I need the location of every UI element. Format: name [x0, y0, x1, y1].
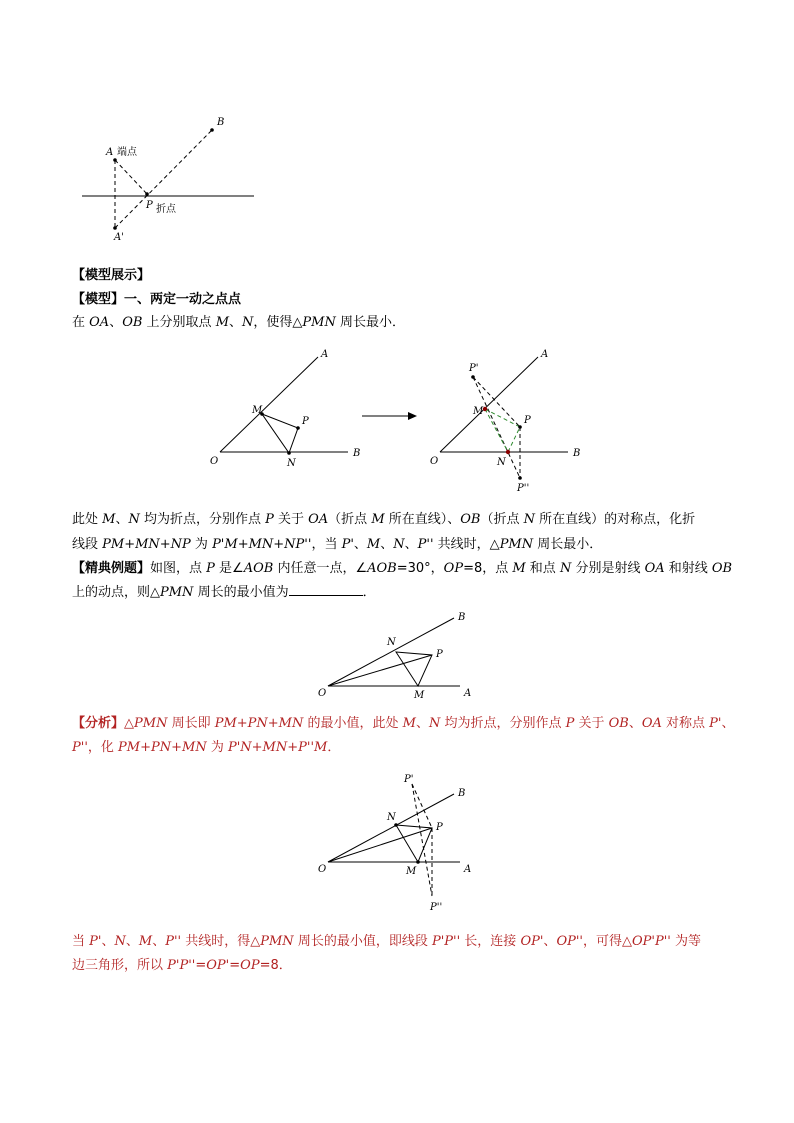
text-seg: 、	[152, 934, 166, 949]
label-m: M	[252, 405, 263, 416]
text-seg: ．	[327, 740, 341, 755]
text-seg: =	[229, 958, 241, 973]
text-seg: 所在直线）、	[384, 512, 461, 527]
point-p1	[471, 375, 475, 379]
analysis-tag: 【分析】	[72, 716, 125, 731]
green-path	[485, 409, 520, 452]
dashed-p1-p2	[412, 784, 432, 896]
point-n	[394, 823, 398, 827]
math-seg: PM+PN+MN	[214, 716, 304, 731]
figure-model-after	[425, 345, 590, 495]
figure-example	[316, 608, 476, 703]
math-seg: M	[371, 512, 385, 527]
text-seg: 是∠	[214, 561, 244, 576]
text-seg: ．	[362, 585, 376, 600]
math-seg: P'M+MN+NP''	[212, 537, 312, 552]
text-seg: 关于	[574, 716, 609, 731]
label-p: P	[302, 416, 309, 427]
text-seg: =	[195, 958, 207, 973]
label-o: O	[430, 456, 439, 467]
point-p	[518, 425, 522, 429]
model-heading	[72, 290, 732, 310]
text-seg: 为	[190, 537, 213, 552]
label-p: P	[524, 415, 531, 426]
ray-oa	[440, 357, 538, 452]
math-seg: OP	[443, 561, 464, 576]
text-seg: （折点	[328, 512, 372, 527]
label-b: B	[573, 448, 581, 459]
math-seg: PMN	[302, 315, 336, 330]
text-seg: 分别是射线	[571, 561, 645, 576]
label-b: B	[458, 788, 466, 799]
label-n: N	[387, 637, 396, 648]
math-seg: PMN	[260, 934, 294, 949]
point-n	[287, 451, 291, 455]
text-seg: 的最小值，此处	[303, 716, 403, 731]
label-a: A	[321, 349, 329, 360]
arrow-icon	[360, 408, 420, 424]
text-seg: 内任意一点，∠	[273, 561, 368, 576]
text-seg: 、	[115, 512, 129, 527]
math-seg: M	[512, 561, 526, 576]
conclusion-line-2	[72, 956, 732, 976]
text-seg: 周长最小．	[533, 537, 603, 552]
label-m: M	[406, 866, 417, 877]
text-seg: 均为折点，分别作点	[440, 716, 566, 731]
math-seg: OP''	[556, 934, 583, 949]
model-tag: 【模型】	[72, 292, 125, 307]
text-seg: 在	[72, 315, 90, 330]
math-seg: OB	[460, 512, 481, 527]
math-seg: OA	[308, 512, 329, 527]
text-seg: ，当	[311, 537, 342, 552]
text-seg: 为等	[670, 934, 702, 949]
math-seg: N	[393, 537, 405, 552]
text-seg: 、	[353, 537, 367, 552]
text-seg: 、	[404, 537, 418, 552]
text-seg: 、	[109, 315, 123, 330]
math-seg: M	[366, 537, 381, 552]
example-tag: 【精典例题】	[72, 561, 151, 576]
text-seg: 关于	[273, 512, 309, 527]
label-b: B	[353, 448, 361, 459]
text-seg: 上分别取点	[142, 315, 216, 330]
math-seg: OP'P''	[632, 934, 671, 949]
triangle-pmn	[262, 414, 298, 453]
text-seg: 周长的最小值，即线段	[293, 934, 432, 949]
text-seg: 上的动点，则△	[72, 585, 160, 600]
math-seg: P''	[165, 934, 182, 949]
text-seg: 共线时，△	[433, 537, 500, 552]
label-n: N	[387, 812, 396, 823]
label-b: B	[217, 117, 225, 128]
label-m: M	[473, 406, 484, 417]
text-seg: =8，点	[463, 561, 513, 576]
label-p2: P''	[430, 902, 443, 913]
example-line-1	[72, 559, 732, 579]
conclusion-line-1	[72, 932, 732, 952]
text-seg: ，可得△	[583, 934, 632, 949]
text-seg: 线段	[72, 537, 103, 552]
text-seg: 、	[628, 716, 642, 731]
math-seg: OP'	[206, 958, 230, 973]
math-seg: P'P''	[431, 934, 461, 949]
math-seg: P''	[417, 537, 434, 552]
text-seg: 和点	[525, 561, 560, 576]
text-seg: （折点	[480, 512, 524, 527]
label-o: O	[210, 456, 219, 467]
math-seg: P	[265, 512, 274, 527]
point-a	[113, 158, 117, 162]
math-seg: PMN	[499, 537, 534, 552]
math-seg: N	[523, 512, 535, 527]
text-seg: 周长即	[167, 716, 215, 731]
text-seg: 对称点	[661, 716, 710, 731]
math-seg: OP	[240, 958, 260, 973]
label-n: N	[287, 458, 296, 469]
math-seg: OA	[641, 716, 662, 731]
segment-op	[328, 828, 432, 862]
math-seg: P'P''	[167, 958, 196, 973]
text-seg: 、	[380, 537, 394, 552]
math-seg: PM+PN+MN	[118, 740, 207, 755]
math-seg: M	[138, 934, 153, 949]
text-seg: =8．	[259, 958, 292, 973]
analysis-line-1	[72, 714, 735, 734]
label-a: A	[541, 349, 549, 360]
text-seg: 共线时，得△	[181, 934, 261, 949]
math-seg: OA	[644, 561, 665, 576]
math-seg: OB	[711, 561, 733, 576]
point-p2	[518, 476, 522, 480]
label-a: A	[464, 688, 472, 699]
text-seg: 当	[72, 934, 90, 949]
math-seg: P	[565, 716, 575, 731]
label-p2: P''	[517, 483, 530, 494]
label-b: B	[458, 612, 466, 623]
example-line-2	[72, 583, 732, 603]
math-seg: N	[114, 934, 126, 949]
math-seg: N	[242, 315, 254, 330]
label-n: N	[497, 457, 506, 468]
math-seg: P	[206, 561, 215, 576]
text-seg: ，化	[87, 740, 119, 755]
text-seg: ，使得△	[253, 315, 303, 330]
text-seg: 边三角形，所以	[72, 958, 168, 973]
text-seg: =30°，	[396, 561, 444, 576]
label-p1: P'	[404, 774, 414, 785]
dashed-a-p	[115, 160, 147, 194]
point-a1	[113, 226, 117, 230]
triangle-pmn	[396, 825, 432, 862]
point-p	[145, 192, 149, 196]
answer-blank	[289, 583, 363, 596]
text-seg: 、	[101, 934, 115, 949]
model-text	[72, 313, 732, 333]
label-o: O	[318, 864, 327, 875]
model-title: 一、两定一动之点点	[124, 292, 242, 307]
explain-line-1	[72, 510, 732, 530]
math-seg: OB	[608, 716, 629, 731]
text-seg: 和射线	[664, 561, 712, 576]
label-a-note: 端点	[117, 147, 137, 158]
label-a: A	[464, 864, 472, 875]
math-seg: PM+MN+NP	[102, 537, 191, 552]
point-m	[483, 407, 487, 411]
math-seg: M	[215, 315, 229, 330]
label-p1: P'	[469, 363, 479, 374]
dashed-p1-p	[473, 377, 520, 427]
text-seg: 、	[125, 934, 139, 949]
text-seg: 此处	[72, 512, 103, 527]
figure-point-reflection	[76, 110, 266, 245]
text-seg: 周长最小．	[335, 315, 405, 330]
math-seg: PMN	[160, 585, 194, 600]
math-seg: N	[428, 716, 441, 731]
section-title: 【模型展示】	[72, 268, 151, 283]
label-m: M	[414, 690, 425, 701]
math-seg: N	[128, 512, 140, 527]
math-seg: OA	[89, 315, 110, 330]
analysis-line-2	[72, 738, 732, 758]
math-seg: N	[559, 561, 572, 576]
text-seg: 为	[206, 740, 228, 755]
math-seg: P'	[341, 537, 354, 552]
text-seg: 、	[543, 934, 557, 949]
text-seg: 均为折点，分别作点	[139, 512, 266, 527]
text-seg: 、	[721, 716, 735, 731]
math-seg: P'	[89, 934, 102, 949]
point-p	[296, 426, 300, 430]
label-p: P	[146, 200, 153, 211]
text-seg: 所在直线）的对称点，化折	[535, 512, 696, 527]
math-seg: OB	[122, 315, 143, 330]
dashed-p1-p	[412, 784, 432, 828]
math-seg: PMN	[134, 716, 168, 731]
text-seg: 、	[415, 716, 429, 731]
math-seg: P'N+MN+P''M	[227, 740, 328, 755]
point-n	[506, 450, 510, 454]
point-b	[210, 128, 214, 132]
point-m	[416, 860, 420, 864]
label-a1: A'	[114, 232, 124, 243]
text-seg: △	[124, 716, 135, 731]
label-a: A	[106, 147, 114, 158]
segment-op	[328, 655, 432, 686]
label-o: O	[318, 688, 327, 699]
math-seg: AOB	[367, 561, 397, 576]
text-seg: 、	[229, 315, 243, 330]
math-seg: M	[402, 716, 416, 731]
math-seg: P'	[709, 716, 722, 731]
math-seg: OP'	[520, 934, 544, 949]
text-seg: 周长的最小值为	[193, 585, 289, 600]
label-p: P	[436, 649, 443, 660]
text-seg: 如图，点	[150, 561, 207, 576]
figure-model-before	[205, 345, 370, 470]
text-seg: 长，连接	[460, 934, 521, 949]
label-p: P	[436, 822, 443, 833]
ray-oa	[220, 357, 318, 452]
explain-line-2	[72, 535, 732, 555]
label-p-note: 折点	[156, 204, 176, 215]
math-seg: P''	[72, 740, 88, 755]
math-seg: M	[102, 512, 116, 527]
figure-analysis	[316, 770, 481, 915]
math-seg: AOB	[243, 561, 274, 576]
